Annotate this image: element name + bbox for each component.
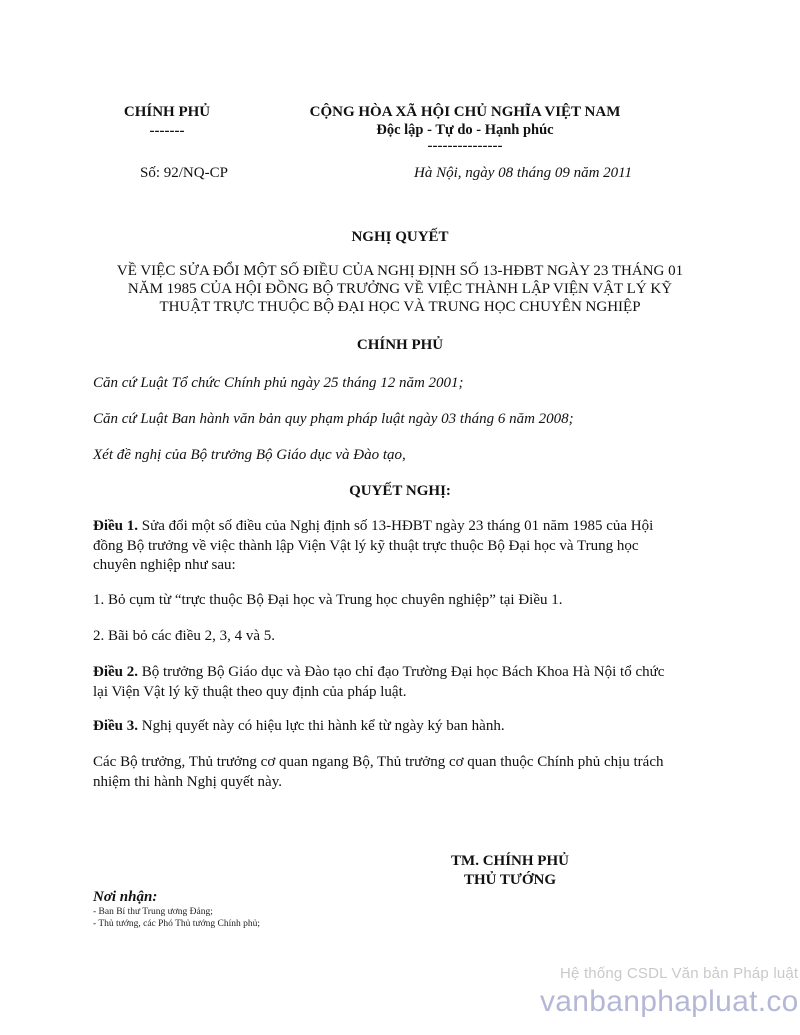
resolve-heading: QUYẾT NGHỊ: <box>349 483 451 499</box>
recipient-item: - Ban Bí thư Trung ương Đảng; <box>93 907 213 917</box>
article-1-item-2: 2. Bãi bỏ các điều 2, 3, 4 và 5. <box>93 628 276 644</box>
place-date: Hà Nội, ngày 08 tháng 09 năm 2011 <box>414 165 633 181</box>
recipients-heading: Nơi nhận: <box>93 889 158 905</box>
document-type: NGHỊ QUYẾT <box>351 229 449 245</box>
article-1-item-1: 1. Bỏ cụm từ “trực thuộc Bộ Đại học và Trung học chuyên nghiệp” tại Điều 1. <box>93 592 563 608</box>
issuing-org: CHÍNH PHỦ <box>123 104 211 120</box>
issuer-heading: CHÍNH PHỦ <box>356 337 444 353</box>
subject-line: VỀ VIỆC SỬA ĐỔI MỘT SỐ ĐIỀU CỦA NGHỊ ĐỊNH SỐ 13-HĐBT NGÀY 23 THÁNG 01 <box>116 263 684 279</box>
document-subject <box>40 262 760 316</box>
closing-line: nhiệm thi hành Nghị quyết này. <box>93 773 282 790</box>
recipient-item: - Thủ tướng, các Phó Thủ tướng Chính phủ; <box>93 919 260 929</box>
article-1-text: chuyên nghiệp như sau: <box>93 557 236 573</box>
legal-basis: Căn cứ Luật Tổ chức Chính phủ ngày 25 tháng 12 năm 2001; <box>93 375 464 391</box>
subject-line: THUẬT TRỰC THUỘC BỘ ĐẠI HỌC VÀ TRUNG HỌC CHUYÊN NGHIỆP <box>159 299 641 315</box>
signature-title: TM. CHÍNH PHỦ <box>451 853 569 869</box>
article-3-text: Nghị quyết này có hiệu lực thi hành kể từ ngày ký ban hành. <box>138 718 505 734</box>
article-1 <box>93 517 713 576</box>
issuing-org-rule: ------- <box>149 123 185 139</box>
article-3 <box>93 717 713 737</box>
article-1-label: Điều 1. <box>93 518 138 534</box>
legal-basis: Căn cứ Luật Ban hành văn bản quy phạm pháp luật ngày 03 tháng 6 năm 2008; <box>93 411 574 427</box>
article-2-label: Điều 2. <box>93 664 138 680</box>
national-motto-rule: --------------- <box>427 138 503 154</box>
document-number: Số: 92/NQ-CP <box>140 165 228 181</box>
watermark-system-text: Hệ thống CSDL Văn bản Pháp luật <box>560 965 799 982</box>
national-title: CỘNG HÒA XÃ HỘI CHỦ NGHĨA VIỆT NAM <box>309 104 621 120</box>
subject-line: NĂM 1985 CỦA HỘI ĐỒNG BỘ TRƯỞNG VỀ VIỆC THÀNH LẬP VIỆN VẬT LÝ KỸ <box>127 281 673 297</box>
article-1-text: đồng Bộ trưởng về việc thành lập Viện Vật lý kỹ thuật trực thuộc Bộ Đại học và Trung học <box>93 537 639 554</box>
closing-line: Các Bộ trưởng, Thủ trưởng cơ quan ngang Bộ, Thủ trưởng cơ quan thuộc Chính phủ chịu trách <box>93 754 664 770</box>
signature-position: THỦ TƯỚNG <box>463 872 557 888</box>
article-2-text: Bộ trưởng Bộ Giáo dục và Đào tạo chỉ đạo Trường Đại học Bách Khoa Hà Nội tổ chức <box>138 664 665 680</box>
article-3-label: Điều 3. <box>93 718 138 734</box>
article-1-text: Sửa đổi một số điều của Nghị định số 13-HĐBT ngày 23 tháng 01 năm 1985 của Hội <box>138 518 654 534</box>
national-motto: Độc lập - Tự do - Hạnh phúc <box>376 122 554 138</box>
watermark-site-link[interactable]: vanbanphapluat.co <box>540 985 799 1018</box>
closing-paragraph <box>93 753 713 792</box>
article-2-text: lại Viện Vật lý kỹ thuật theo quy định của pháp luật. <box>93 683 407 700</box>
article-2 <box>93 663 713 702</box>
legal-basis: Xét đề nghị của Bộ trưởng Bộ Giáo dục và Đào tạo, <box>93 447 406 463</box>
